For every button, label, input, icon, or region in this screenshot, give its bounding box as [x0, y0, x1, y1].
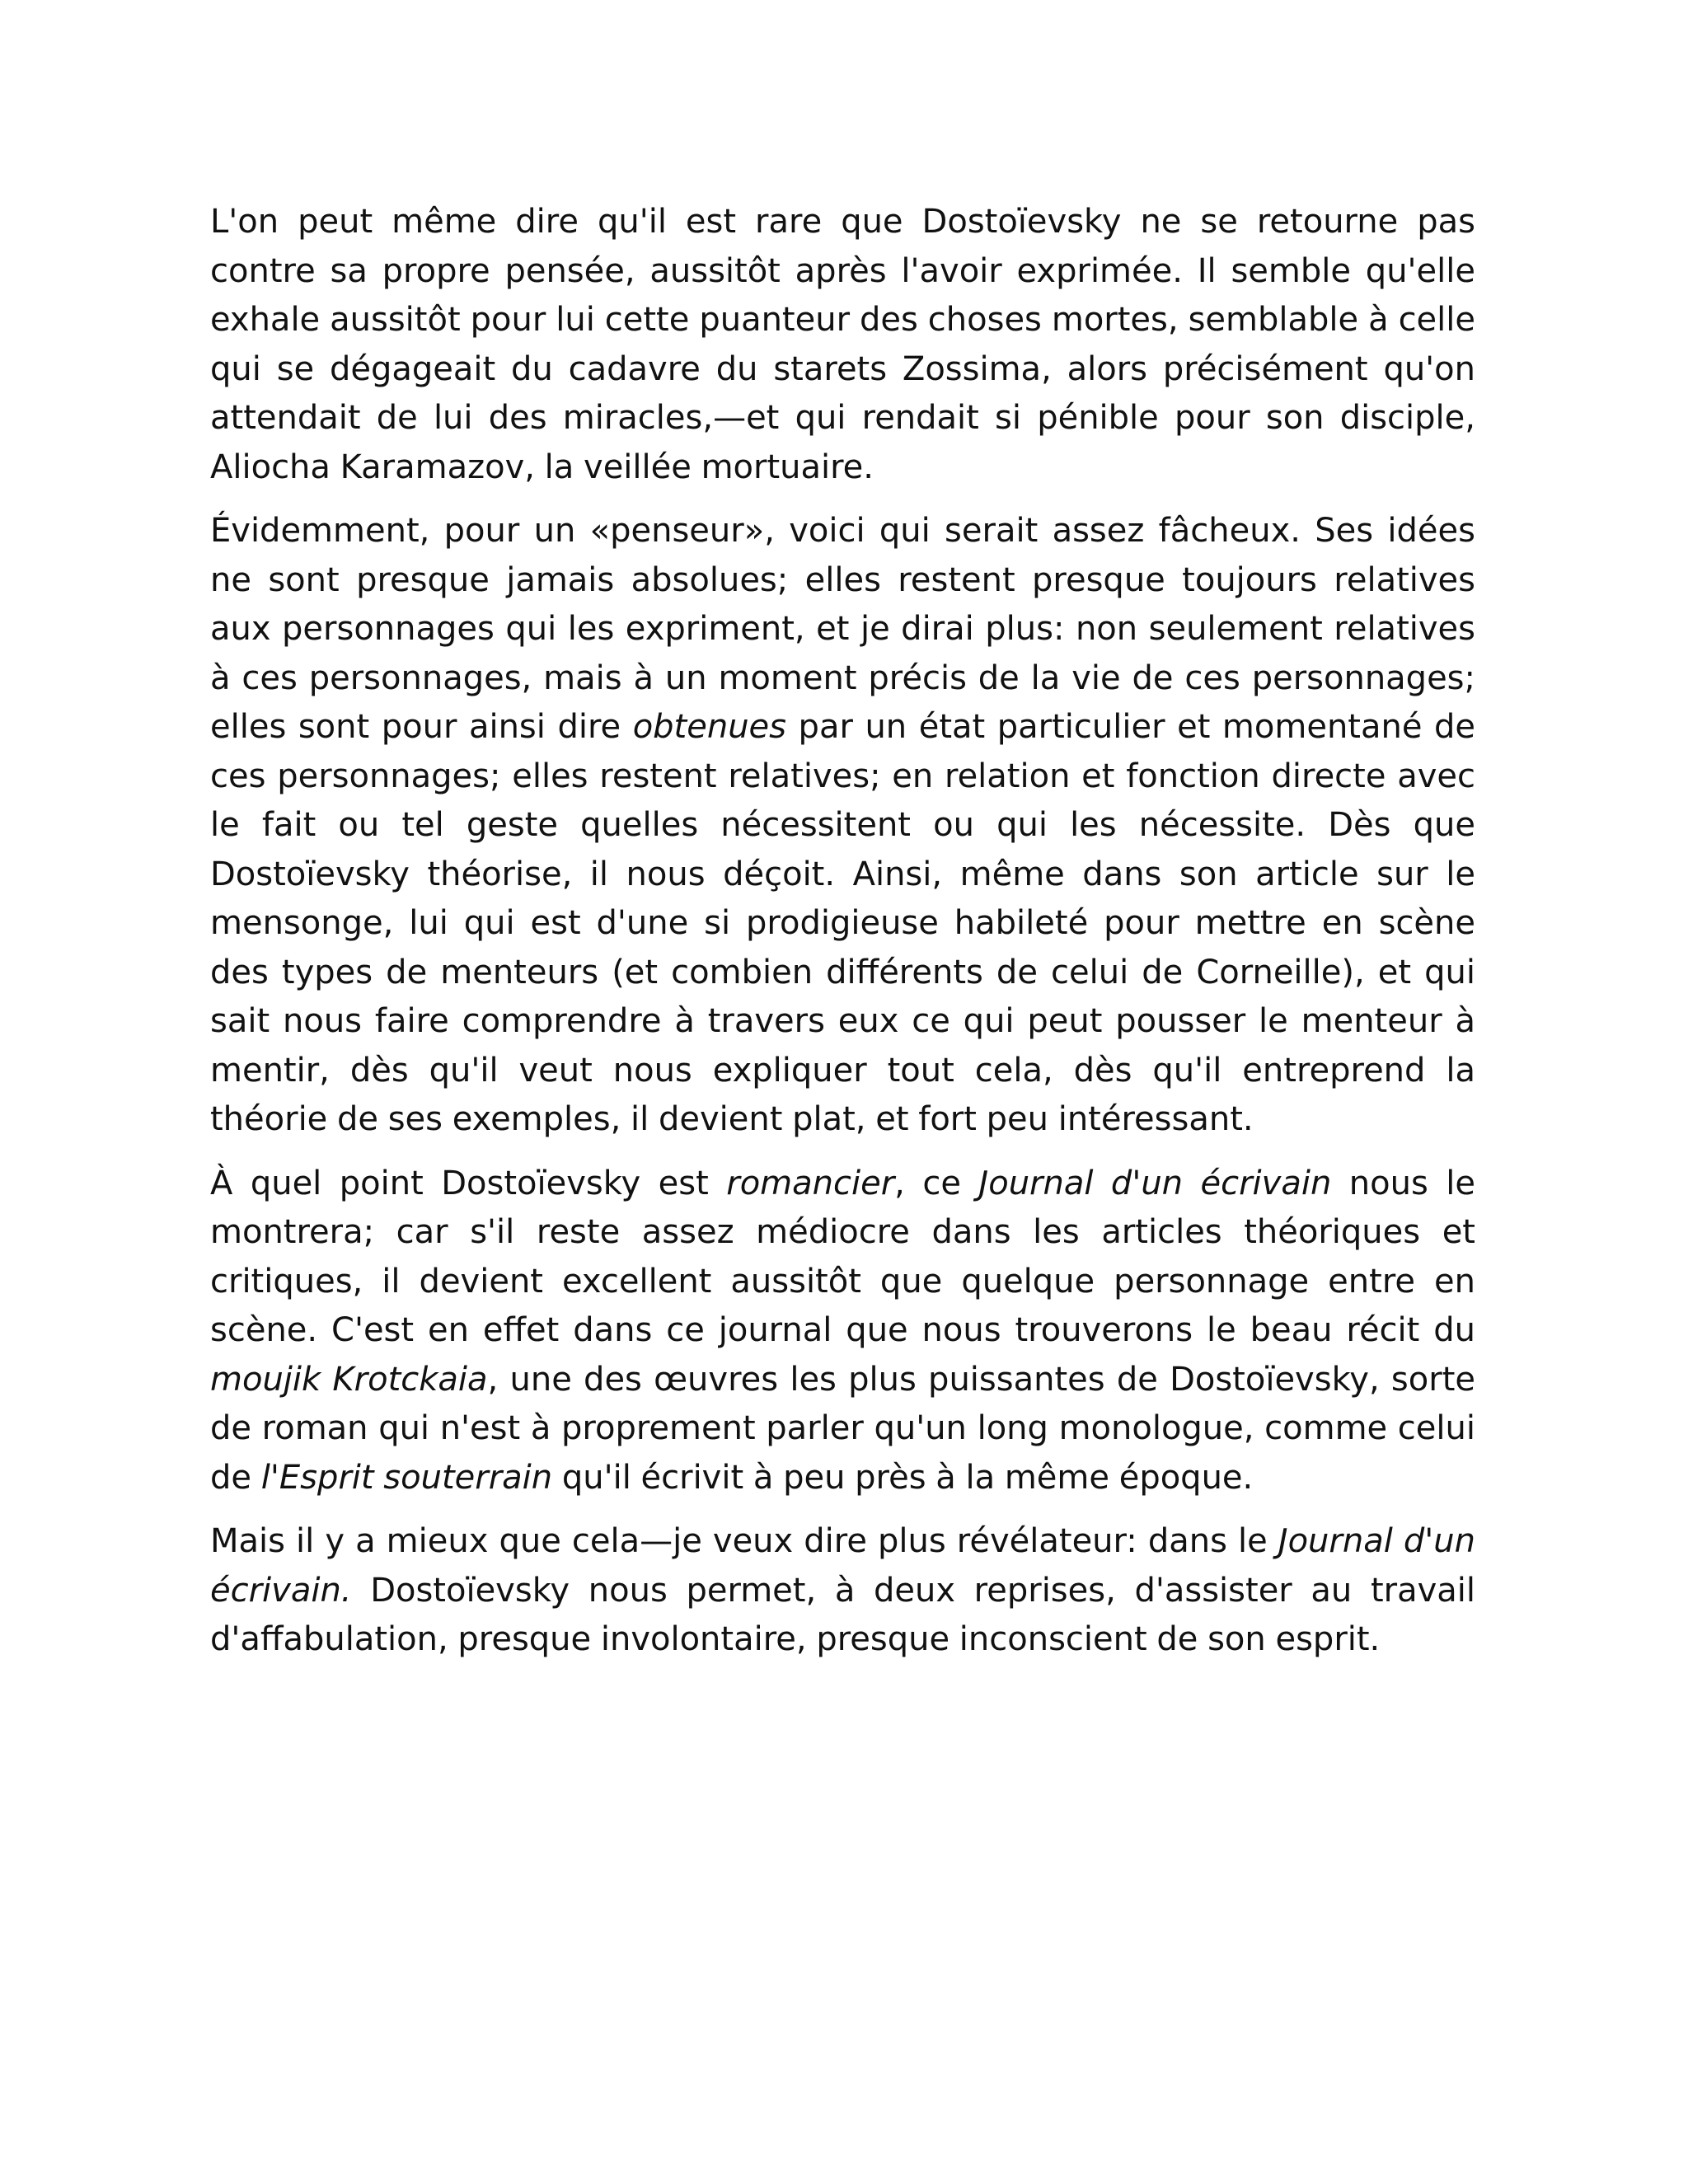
paragraph-4 [210, 1517, 1475, 1665]
text-run: , ce [894, 1164, 979, 1202]
text-run: par un état particulier et momentané de ces personnages; elles restent relatives; en relation et fonction directe avec le fait ou tel geste quelles nécessitent ou qui les nécessite. Dès que Dostoïevsky théorise, il nous déçoit. Ainsi, même dans son article sur le mensonge, lui qui est d'une si prodigieuse habileté pour mettre en scène des types de menteurs (et combien différents de celui de Corneille), et qui sait nous faire comprendre à travers eux ce qui peut pousser le menteur à mentir, dès qu'il veut nous expliquer tout cela, dès qu'il entreprend la théorie de ses exemples, il devient plat, et fort peu intéressant. [210, 708, 1476, 1138]
paragraph-2 [210, 507, 1475, 1145]
text-run: L'on peut même dire qu'il est rare que Dostoïevsky ne se retourne pas contre sa propre pensée, aussitôt après l'avoir exprimée. Il semble qu'elle exhale aussitôt pour lui cette puanteur des choses mortes, semblable à celle qui se dégageait du cadavre du starets Zossima, alors précisément qu'on attendait de lui des miracles,—et qui rendait si pénible pour son disciple, Aliocha Karamazov, la veillée mortuaire. [210, 203, 1475, 486]
document-page [210, 198, 1475, 1680]
text-run: qu'il écrivit à peu près à la même époque. [552, 1458, 1254, 1497]
text-run: , une des œuvres les plus puissantes de Dostoïevsky, sorte de roman qui n'est à proprement parler qu'un long monologue, comme celui de [210, 1360, 1475, 1497]
italic-text-run: romancier [726, 1164, 895, 1202]
paragraph-3 [210, 1160, 1475, 1503]
text-run: Mais il y a mieux que cela—je veux dire plus révélateur: dans le [210, 1522, 1278, 1560]
italic-text-run: l'Esprit souterrain [260, 1458, 553, 1497]
italic-text-run: Journal d'un écrivain. [210, 1522, 1475, 1610]
text-run: nous le montrera; car s'il reste assez médiocre dans les articles théoriques et critiques, il devient excellent aussitôt que quelque personnage entre en scène. C'est en effet dans ce journal que nous trouverons le beau récit du [210, 1164, 1475, 1349]
italic-text-run: obtenues [632, 708, 786, 746]
italic-text-run: moujik Krotckaia [210, 1360, 488, 1399]
italic-text-run: Journal d'un écrivain [978, 1164, 1332, 1202]
text-run: Évidemment, pour un «penseur», voici qui serait assez fâcheux. Ses idées ne sont presque jamais absolues; elles restent presque toujours relatives aux personnages qui les expriment, et je dirai plus: non seulement relatives à ces personnages, mais à un moment précis de la vie de ces personnages; elles sont pour ainsi dire [210, 512, 1475, 746]
text-run: À quel point Dostoïevsky est [210, 1164, 727, 1202]
text-run: Dostoïevsky nous permet, à deux reprises, d'assister au travail d'affabulation, presque involontaire, presque inconscient de son esprit. [210, 1571, 1475, 1658]
paragraph-1 [210, 198, 1475, 492]
